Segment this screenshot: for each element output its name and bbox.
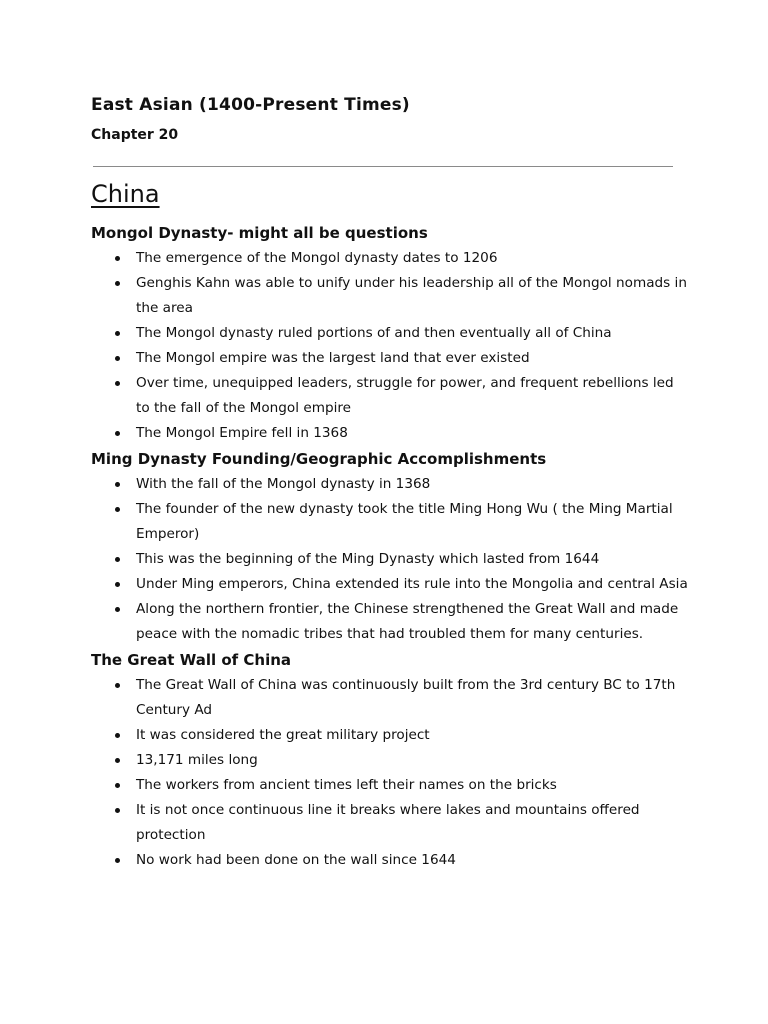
- list-item-text: The emergence of the Mongol dynasty dates to 1206: [136, 250, 498, 266]
- list-item: [91, 723, 691, 748]
- list-item-text: The Mongol Empire fell in 1368: [136, 425, 348, 441]
- list-item: [91, 798, 691, 848]
- bullet-dot-icon: [115, 758, 120, 763]
- list-item: [91, 346, 691, 371]
- list-item-text: With the fall of the Mongol dynasty in 1368: [136, 476, 431, 492]
- section-heading: Ming Dynasty Founding/Geographic Accomplishments: [91, 450, 547, 468]
- list-item-text: The Mongol empire was the largest land that ever existed: [136, 350, 530, 366]
- list-item: [91, 472, 691, 497]
- list-item-text: This was the beginning of the Ming Dynasty which lasted from 1644: [136, 551, 600, 567]
- bullet-dot-icon: [115, 783, 120, 788]
- list-item: [91, 421, 691, 446]
- bullet-dot-icon: [115, 482, 120, 487]
- list-item: [91, 748, 691, 773]
- bullet-list: [91, 246, 691, 446]
- chapter-label: Chapter 20: [91, 127, 179, 143]
- bullet-list: [91, 472, 691, 647]
- list-item: [91, 572, 691, 597]
- bullet-dot-icon: [115, 557, 120, 562]
- list-item: [91, 848, 691, 873]
- list-item-text: The Mongol dynasty ruled portions of and then eventually all of China: [136, 325, 612, 341]
- bullet-dot-icon: [115, 331, 120, 336]
- section-ming-dynasty: [91, 446, 691, 647]
- list-item: [91, 246, 691, 271]
- list-item-text: The Great Wall of China was continuously built from the 3rd century BC to 17th Century Ad: [136, 677, 676, 718]
- document-title: East Asian (1400-Present Times): [91, 95, 410, 115]
- list-item: [91, 773, 691, 798]
- bullet-dot-icon: [115, 808, 120, 813]
- list-item-text: Genghis Kahn was able to unify under his leadership all of the Mongol nomads in the area: [136, 275, 687, 316]
- bullet-dot-icon: [115, 733, 120, 738]
- section-heading: Mongol Dynasty- might all be questions: [91, 224, 428, 242]
- bullet-list: [91, 673, 691, 873]
- list-item: [91, 673, 691, 723]
- bullet-dot-icon: [115, 607, 120, 612]
- list-item: [91, 597, 691, 647]
- main-heading: China: [91, 180, 160, 208]
- bullet-dot-icon: [115, 281, 120, 286]
- section-great-wall: [91, 647, 691, 873]
- bullet-dot-icon: [115, 356, 120, 361]
- bullet-dot-icon: [115, 431, 120, 436]
- bullet-dot-icon: [115, 507, 120, 512]
- section-heading: The Great Wall of China: [91, 651, 292, 669]
- list-item-text: No work had been done on the wall since 1644: [136, 852, 456, 868]
- bullet-dot-icon: [115, 683, 120, 688]
- list-item: [91, 271, 691, 321]
- list-item-text: 13,171 miles long: [136, 752, 258, 768]
- list-item: [91, 371, 691, 421]
- horizontal-divider: [93, 166, 673, 167]
- list-item-text: It was considered the great military project: [136, 727, 430, 743]
- list-item-text: Over time, unequipped leaders, struggle for power, and frequent rebellions led to the fall of the Mongol empire: [136, 375, 674, 416]
- list-item: [91, 321, 691, 346]
- list-item-text: Under Ming emperors, China extended its rule into the Mongolia and central Asia: [136, 576, 688, 592]
- list-item-text: Along the northern frontier, the Chinese strengthened the Great Wall and made peace with the nomadic tribes that had troubled them for many centuries.: [136, 601, 679, 642]
- section-mongol-dynasty: [91, 220, 691, 446]
- list-item-text: The founder of the new dynasty took the title Ming Hong Wu ( the Ming Martial Emperor): [136, 501, 673, 542]
- bullet-dot-icon: [115, 381, 120, 386]
- list-item-text: It is not once continuous line it breaks where lakes and mountains offered protection: [136, 802, 640, 843]
- list-item: [91, 497, 691, 547]
- list-item: [91, 547, 691, 572]
- list-item-text: The workers from ancient times left their names on the bricks: [136, 777, 557, 793]
- notes-body: [91, 220, 691, 873]
- bullet-dot-icon: [115, 256, 120, 261]
- bullet-dot-icon: [115, 858, 120, 863]
- bullet-dot-icon: [115, 582, 120, 587]
